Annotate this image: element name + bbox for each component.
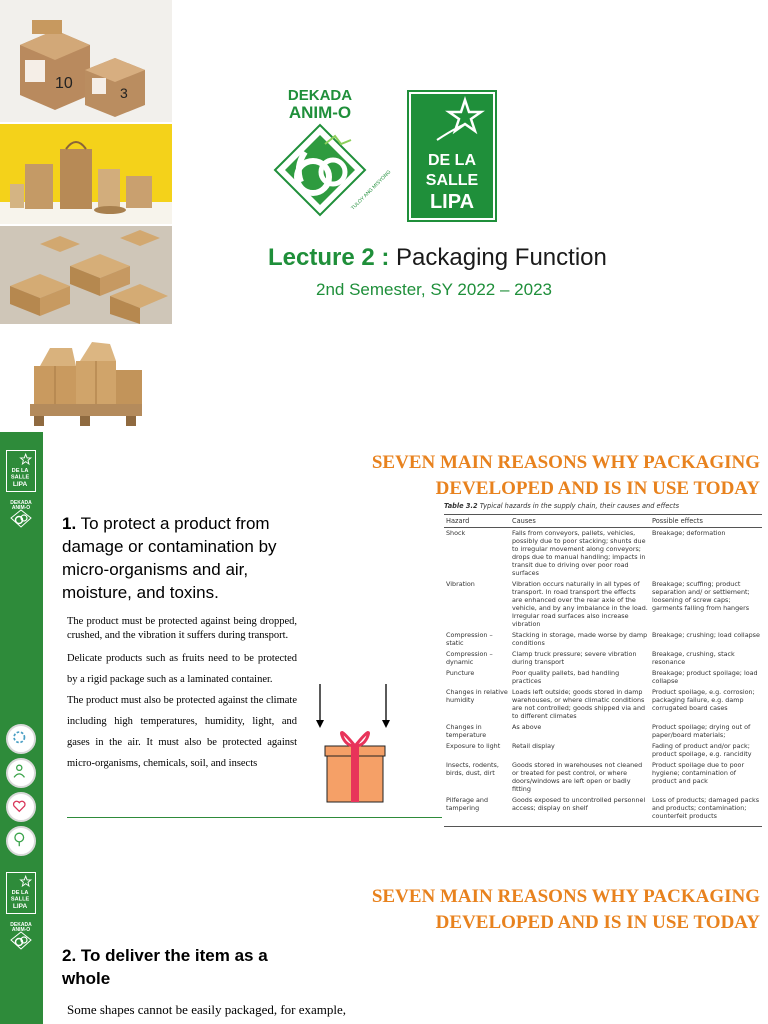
table-row	[444, 722, 762, 741]
table-cell: Fading of product and/or pack; product spoilage, e.g. rancidity	[652, 742, 752, 758]
slide-heading	[372, 450, 760, 502]
table-caption-label: Table 3.2	[444, 502, 478, 510]
point-1-title	[62, 512, 312, 604]
people-circle-icon	[6, 758, 36, 788]
table-cell: Loads left outside; goods stored in damp warehouses, or where climatic conditions are not controlled; goods shipped via and to different climates	[512, 688, 646, 720]
conveyor-photo	[0, 226, 172, 324]
paragraph-3: The product must also be protected against the climate including high temperatures, humidity, light, and gases in the air. It must also be protected against micro-organisms, chemicals, soil, and insects	[67, 695, 297, 769]
table-cell: Breakage; deformation	[652, 529, 726, 537]
table-cell: Product spoilage, e.g. corrosion; packaging failure, e.g. damp corrugated board cases	[652, 688, 755, 712]
table-row	[444, 579, 762, 630]
table-cell: Clamp truck pressure; severe vibration during transport	[512, 650, 637, 666]
table-cell: Breakage; crushing; load collapse	[652, 631, 760, 639]
table-row	[444, 649, 762, 668]
svg-text:SALLE: SALLE	[10, 896, 30, 903]
table-caption	[444, 502, 762, 510]
sidebar-dekada-logo	[4, 498, 38, 528]
table-cell: Changes in relative humidity	[446, 688, 508, 704]
table-cell: Loss of products; damaged packs and products; contamination; counterfeit products	[652, 796, 760, 820]
lecture-number: Lecture 2 :	[268, 244, 390, 271]
semester-label: 2nd Semester, SY 2022 – 2023	[316, 280, 552, 299]
sidebar-dekada-logo	[4, 920, 38, 950]
table-cell: Vibration	[446, 580, 475, 588]
table-header-hazard: Hazard	[444, 515, 510, 528]
table-cell: Changes in temperature	[446, 723, 487, 739]
svg-text:DEKADA: DEKADA	[10, 922, 32, 928]
lecture-topic: Packaging Function	[396, 244, 607, 271]
heading-line-1: SEVEN MAIN REASONS WHY PACKAGING	[371, 886, 760, 907]
svg-text:SALLE: SALLE	[10, 474, 30, 481]
table-row	[444, 741, 762, 760]
table-cell: Pilferage and tampering	[446, 796, 489, 812]
green-sidebar-2	[0, 864, 43, 1024]
point-1-number: 1.	[62, 514, 77, 533]
svg-text:LIPA: LIPA	[12, 902, 28, 910]
title-slide	[0, 0, 768, 432]
dlsl-line2: SALLE	[425, 172, 479, 189]
dekada-line2: ANIM-O	[288, 103, 352, 122]
pallet-photo	[0, 326, 172, 432]
table-caption-text: Typical hazards in the supply chain, their causes and effects	[477, 502, 680, 510]
table-cell: Poor quality pallets, bad handling practices	[512, 669, 620, 685]
dlsl-logo	[407, 90, 497, 222]
table-row	[444, 668, 762, 687]
table-row	[444, 760, 762, 795]
table-bottom-rule	[444, 826, 762, 832]
paragraph-1: The product must be protected against being dropped, crushed, and the vibration it suffers during transport.	[67, 616, 297, 641]
table-row	[444, 687, 762, 722]
point-2-body: Some shapes cannot be easily packaged, for example,	[67, 1002, 347, 1017]
slide-heading-2	[372, 884, 760, 936]
sidebar-dlsl-logo	[6, 450, 36, 492]
point-1-text: To protect a product from damage or contamination by micro-organisms and air, moisture, and toxins.	[62, 514, 277, 602]
reason-2-slide	[0, 864, 768, 1024]
heading-line-2: DEVELOPED AND IS IN USE TODAY	[435, 478, 760, 499]
bags-photo	[0, 124, 172, 224]
svg-text:ANIM-O: ANIM-O	[11, 505, 31, 511]
table-cell: Stacking in storage, made worse by damp conditions	[512, 631, 648, 647]
green-divider-line	[67, 817, 442, 818]
table-cell: Exposure to light	[446, 742, 501, 750]
svg-text:DEKADA: DEKADA	[10, 500, 32, 506]
gift-box-illustration	[305, 682, 397, 807]
table-cell: Shock	[446, 529, 466, 537]
gear-circle-icon	[6, 724, 36, 754]
heading-line-2: DEVELOPED AND IS IN USE TODAY	[435, 912, 760, 933]
green-sidebar	[0, 432, 43, 864]
table-header-effects: Possible effects	[650, 515, 762, 528]
heading-line-1: SEVEN MAIN REASONS WHY PACKAGING	[371, 452, 760, 473]
table-cell: Vibration occurs naturally in all types of transport. In road transport the effects are enhanced over the rear axle of the vehicle, and by any imbalance in the load. Irregular road surfaces also increase vibration	[512, 580, 648, 628]
photo-column	[0, 0, 172, 432]
svg-text:TULOY ANG MISYONG: TULOY ANG MISYONG	[350, 169, 393, 212]
svg-text:10: 10	[55, 75, 73, 92]
dlsl-line1: DE LA	[428, 152, 476, 169]
table-cell: Compression – static	[446, 631, 493, 647]
table-cell: Breakage, crushing, stack resonance	[652, 650, 735, 666]
table-cell: Goods stored in warehouses not cleaned or treated for pest control, or where doors/windows are left open or badly fitting	[512, 761, 643, 793]
svg-text:3: 3	[120, 85, 128, 101]
sidebar-dlsl-logo	[6, 872, 36, 914]
table-row	[444, 795, 762, 822]
table-cell: Goods exposed to uncontrolled personnel access; display on shelf	[512, 796, 646, 812]
table-cell: As above	[512, 723, 542, 731]
dekada-animo-logo	[255, 82, 393, 227]
point-1-body	[67, 615, 297, 774]
table-header-causes: Causes	[510, 515, 650, 528]
table-cell: Retail display	[512, 742, 555, 750]
table-cell: Product spoilage due to poor hygiene; contamination of product and pack	[652, 761, 745, 785]
svg-text:LIPA: LIPA	[12, 480, 28, 488]
table-row	[444, 528, 762, 580]
table-cell: Product spoilage; drying out of paper/board materials;	[652, 723, 751, 739]
point-2-title: 2. To deliver the item as a whole	[62, 946, 268, 988]
svg-text:ANIM-O: ANIM-O	[11, 927, 31, 933]
reason-1-slide	[0, 432, 768, 864]
table-cell: Compression – dynamic	[446, 650, 493, 666]
table-cell: Breakage; product spoilage; load collapse	[652, 669, 758, 685]
table-cell: Puncture	[446, 669, 475, 677]
table-cell: Insects, rodents, birds, dust, dirt	[446, 761, 499, 777]
table-header-row	[444, 515, 762, 528]
hazard-table	[444, 502, 762, 832]
box-photo-1	[0, 0, 172, 122]
table-cell: Falls from conveyors, pallets, vehicles, possibly due to poor stacking; shunts due to irregular movement along conveyors; drops due to manual handling; impacts in transit due to driving over poor road surfaces	[512, 529, 646, 577]
table-row	[444, 630, 762, 649]
tree-circle-icon	[6, 826, 36, 856]
heart-circle-icon	[6, 792, 36, 822]
lecture-title	[268, 244, 607, 272]
dekada-line1: DEKADA	[287, 87, 353, 104]
table-cell: Breakage; scuffing; product separation and/ or settlement; loosening of screw caps; garments falling from hangers	[652, 580, 750, 612]
svg-text:DE LA: DE LA	[11, 467, 29, 474]
svg-text:DE LA: DE LA	[11, 889, 29, 896]
dlsl-line3: LIPA	[429, 191, 475, 213]
paragraph-2: Delicate products such as fruits need to be protected by a rigid package such as a laminated container.	[67, 653, 297, 685]
